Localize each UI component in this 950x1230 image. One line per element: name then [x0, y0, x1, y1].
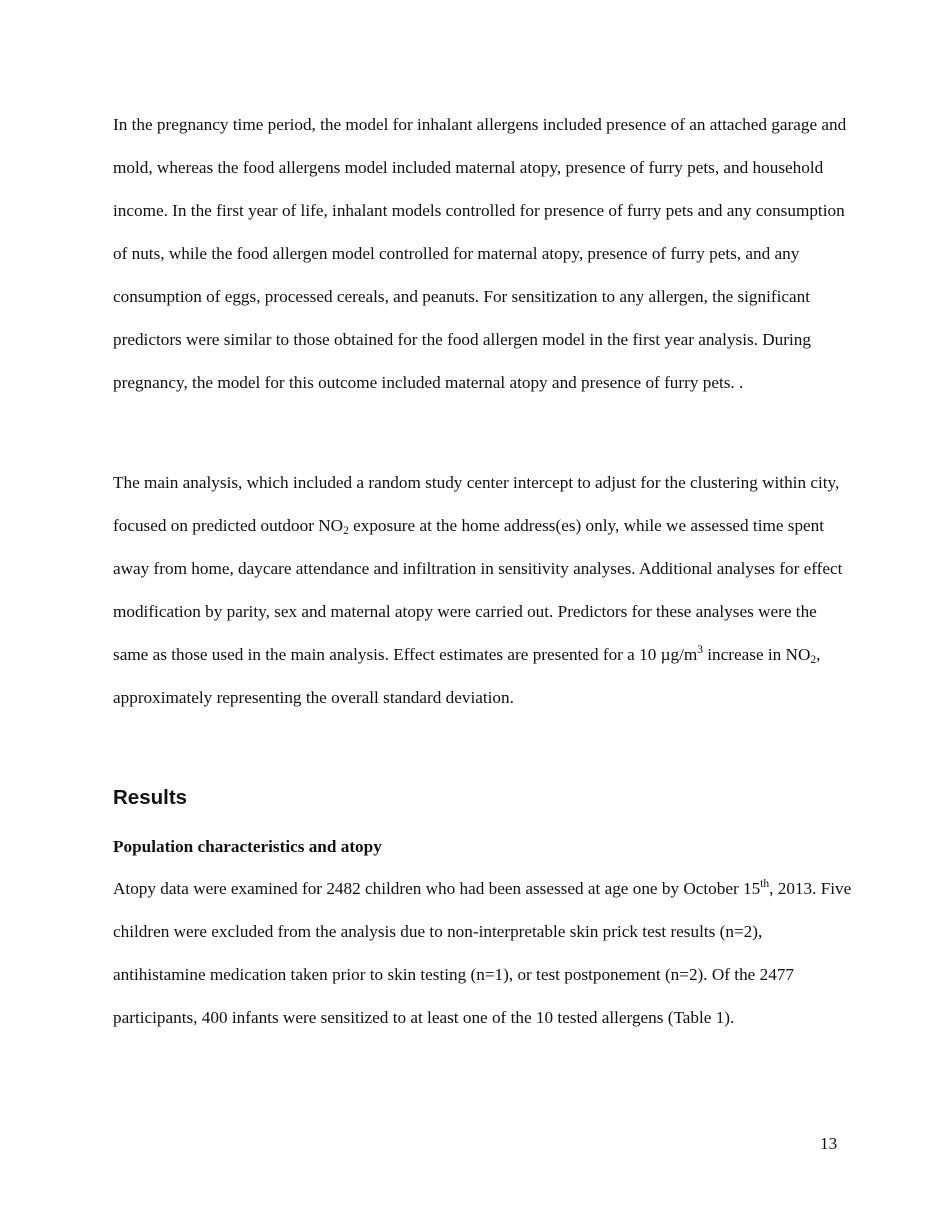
results-heading: Results: [113, 786, 188, 809]
paragraph-model-covariates: In the pregnancy time period, the model for inhalant allergens included presence of an attached garage and mold, whereas the food allergens model included maternal atopy, presence of furry pets, and household income. In the first year of life, inhalant models controlled for presence of furry pets and any consumption of nuts, while the food allergen model controlled for maternal atopy, presence of furry pets, and any consumption of eggs, processed cereals, and peanuts. For sensitization to any allergen, the significant predictors were similar to those obtained for the food allergen model in the first year analysis. During pregnancy, the model for this outcome included maternal atopy and presence of furry pets. .: [113, 115, 847, 392]
paragraph-atopy-data: [113, 867, 853, 1039]
subscript: 2: [810, 654, 817, 666]
text-span: The main analysis, which included a random study center intercept to adjust for the clustering within city, focused on predicted outdoor NO: [113, 473, 840, 535]
population-subheading: Population characteristics and atopy: [113, 837, 382, 856]
superscript: th: [760, 878, 770, 890]
subscript: 2: [343, 525, 349, 537]
text-span: increase in NO: [702, 645, 811, 664]
paragraph-main-analysis: [113, 461, 853, 719]
page-number: 13: [820, 1134, 838, 1153]
text-span: Atopy data were examined for 2482 children who had been assessed at age one by October 15: [113, 879, 761, 898]
superscript: 3: [697, 644, 703, 656]
text-span: , approximately representing the overall standard deviation.: [113, 645, 821, 707]
text-span: exposure at the home address(es) only, while we assessed time spent away from home, daycare attendance and infiltration in sensitivity analyses. Additional analyses for effect modification by parity, sex and maternal atopy were carried out. Predictors for these analyses were the same as those used in the main analysis. Effect estimates are presented for a 10 µg/m: [113, 516, 843, 664]
text-span: , 2013. Five children were excluded from the analysis due to non-interpretable skin prick test results (n=2), antihistamine medication taken prior to skin testing (n=1), or test postponement (n=2). Of the 2477 participants, 400 infants were sensitized to at least one of the 10 tested allergens (Table 1).: [113, 879, 852, 1027]
